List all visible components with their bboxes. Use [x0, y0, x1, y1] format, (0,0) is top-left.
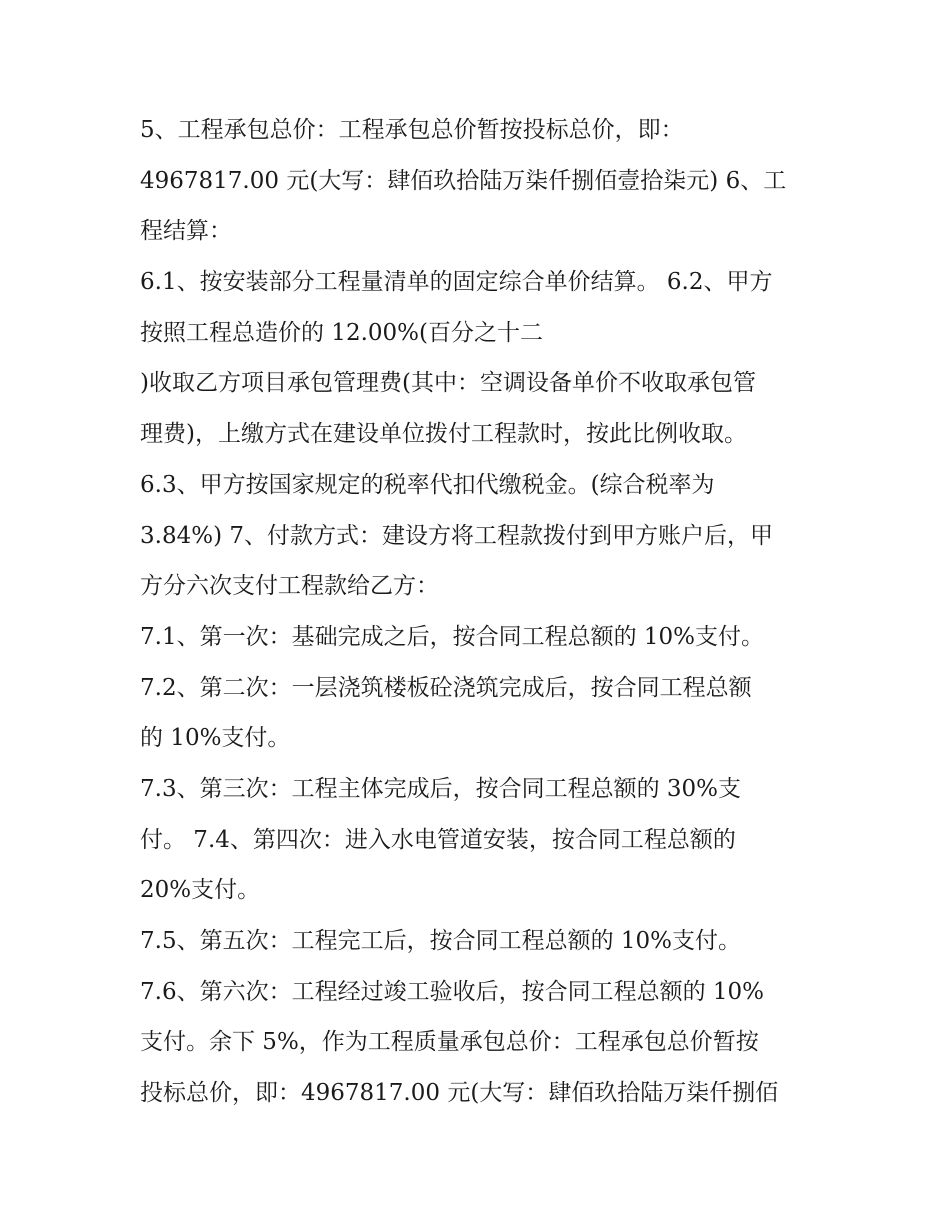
text-line: 7.5、第五次：工程完工后，按合同工程总额的 10%支付。 — [140, 928, 742, 954]
text-line: 付。 7.4、第四次：进入水电管道安装，按合同工程总额的 — [140, 826, 736, 853]
text-line: 7.6、第六次：工程经过竣工验收后，按合同工程总额的 10% — [140, 978, 765, 1005]
text-line: 7.3、第三次：工程主体完成后，按合同工程总额的 30%支 — [140, 775, 742, 802]
text-line: 4967817.00 元(大写：肆佰玖拾陆万柒仟捌佰壹拾柒元) 6、工 — [140, 167, 787, 194]
text-line: 7.1、第一次：基础完成之后，按合同工程总额的 10%支付。 — [140, 623, 765, 650]
contract-text-body — [140, 105, 820, 1119]
text-line: 程结算： — [140, 218, 232, 245]
text-line: 理费)，上缴方式在建设单位拨付工程款时，按此比例收取。 — [140, 421, 747, 448]
text-line: 投标总价，即：4967817.00 元(大写：肆佰玖拾陆万柒仟捌佰 — [140, 1080, 779, 1107]
text-line: 20%支付。 — [140, 877, 261, 904]
text-line: 的 10%支付。 — [140, 725, 291, 752]
text-line: 3.84%) 7、付款方式：建设方将工程款拨付到甲方账户后，甲 — [140, 522, 773, 549]
text-line: 支付。余下 5%，作为工程质量承包总价：工程承包总价暂按 — [140, 1029, 759, 1056]
text-line: 5、工程承包总价：工程承包总价暂按投标总价，即： — [140, 117, 684, 143]
text-line: )收取乙方项目承包管理费(其中：空调设备单价不收取承包管 — [140, 370, 756, 397]
text-line: 7.2、第二次：一层浇筑楼板砼浇筑完成后，按合同工程总额 — [140, 674, 752, 701]
text-line: 按照工程总造价的 12.00%(百分之十二 — [140, 319, 543, 346]
text-line: 6.1、按安装部分工程量清单的固定综合单价结算。 6.2、甲方 — [140, 269, 773, 296]
text-line: 方分六次支付工程款给乙方： — [140, 573, 439, 600]
text-line: 6.3、甲方按国家规定的税率代扣代缴税金。(综合税率为 — [140, 471, 715, 498]
